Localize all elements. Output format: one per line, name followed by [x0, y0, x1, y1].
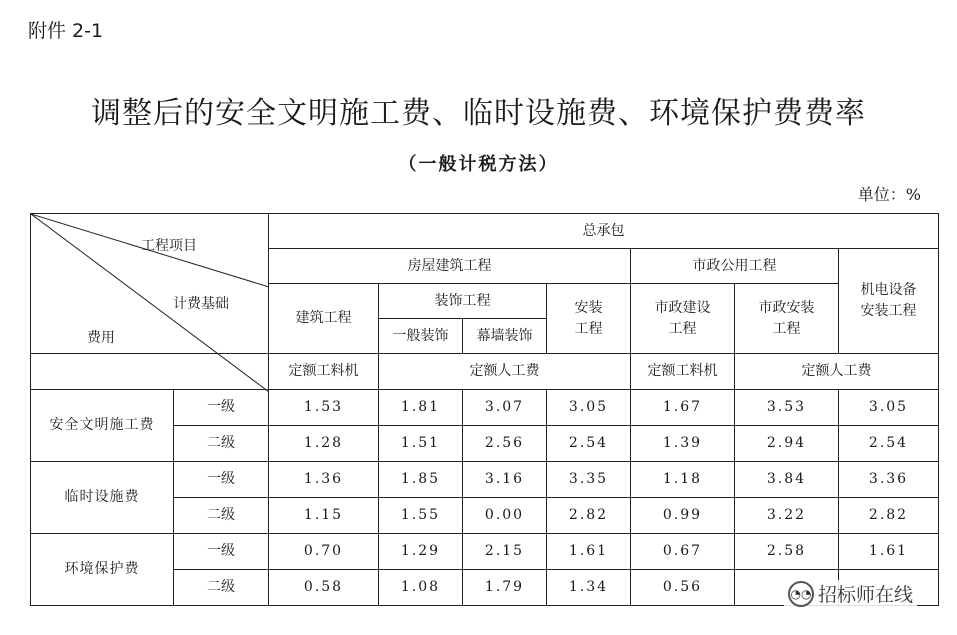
basis-quota-labor-2: 定额人工费 — [735, 354, 939, 390]
municipal-header: 市政公用工程 — [631, 249, 839, 284]
mech-elec-header: 机电设备安装工程 — [839, 249, 939, 354]
basis-quota-labor: 定额人工费 — [379, 354, 631, 390]
diag-basis-label: 计费基础 — [173, 296, 229, 312]
rate-value-cell: 2.82 — [547, 498, 631, 534]
grade-cell: 一级 — [174, 534, 269, 570]
rate-value-cell: 3.36 — [839, 462, 939, 498]
rate-value-cell: 2.15 — [463, 534, 547, 570]
grade-cell: 二级 — [174, 570, 269, 606]
rate-value-cell: 2.94 — [735, 426, 839, 462]
rate-value-cell: 2.56 — [463, 426, 547, 462]
rate-value-cell: 2.82 — [839, 498, 939, 534]
basis-quota-material: 定额工料机 — [269, 354, 379, 390]
diagonal-header-cell — [31, 214, 269, 354]
rate-value-cell: 1.15 — [269, 498, 379, 534]
muni-installation-header: 市政安装工程 — [735, 284, 839, 354]
rate-value-cell: 3.05 — [839, 390, 939, 426]
rate-value-cell: 1.79 — [463, 570, 547, 606]
fee-name-cell: 安全文明施工费 — [31, 390, 174, 462]
rate-value-cell: 3.05 — [547, 390, 631, 426]
rate-value-cell: 0.00 — [463, 498, 547, 534]
wechat-icon: ◔◔ — [788, 581, 814, 607]
diag-project-label: 工程项目 — [141, 238, 197, 254]
watermark-text: 招标师在线 — [818, 584, 914, 606]
general-contract-header: 总承包 — [269, 214, 939, 249]
rate-value-cell: 1.55 — [379, 498, 463, 534]
table-row — [31, 534, 939, 570]
muni-construction-header: 市政建设工程 — [631, 284, 735, 354]
rate-value-cell: 1.61 — [839, 534, 939, 570]
attachment-label: 附件 2-1 — [28, 20, 104, 42]
rate-value-cell: 1.08 — [379, 570, 463, 606]
rate-value-cell: 2.58 — [735, 534, 839, 570]
basis-quota-material-2: 定额工料机 — [631, 354, 735, 390]
document-subtitle: （一般计税方法） — [398, 154, 559, 175]
rate-value-cell: 1.18 — [631, 462, 735, 498]
rate-value-cell: 3.22 — [735, 498, 839, 534]
rate-value-cell: 0.56 — [631, 570, 735, 606]
rate-value-cell: 3.84 — [735, 462, 839, 498]
unit-label: 单位：% — [857, 185, 921, 204]
rate-value-cell: 0.58 — [269, 570, 379, 606]
rate-value-cell: 1.85 — [379, 462, 463, 498]
installation-header: 安装工程 — [547, 284, 631, 354]
table-row — [31, 390, 939, 426]
rate-value-cell: 0.99 — [631, 498, 735, 534]
building-header: 房屋建筑工程 — [269, 249, 631, 284]
general-decoration-header: 一般装饰 — [379, 319, 463, 354]
rate-table — [30, 213, 939, 606]
rate-value-cell: 0.70 — [269, 534, 379, 570]
grade-cell: 一级 — [174, 390, 269, 426]
construction-header: 建筑工程 — [269, 284, 379, 354]
grade-cell: 二级 — [174, 426, 269, 462]
rate-value-cell: 1.51 — [379, 426, 463, 462]
rate-value-cell: 1.28 — [269, 426, 379, 462]
rate-value-cell: 1.29 — [379, 534, 463, 570]
rate-value-cell: 1.81 — [379, 390, 463, 426]
table-row — [31, 462, 939, 498]
grade-cell: 二级 — [174, 498, 269, 534]
rate-value-cell: 1.53 — [269, 390, 379, 426]
rate-value-cell: 2.54 — [839, 426, 939, 462]
rate-table-body — [31, 390, 939, 606]
rate-value-cell: 1.39 — [631, 426, 735, 462]
rate-value-cell: 3.35 — [547, 462, 631, 498]
fee-name-cell: 环境保护费 — [31, 534, 174, 606]
rate-value-cell: 1.67 — [631, 390, 735, 426]
rate-value-cell: 3.16 — [463, 462, 547, 498]
grade-cell: 一级 — [174, 462, 269, 498]
watermark — [784, 580, 917, 607]
rate-value-cell: 1.36 — [269, 462, 379, 498]
rate-value-cell: 1.61 — [547, 534, 631, 570]
diag-fee-label: 费用 — [87, 330, 115, 346]
rate-value-cell: 2.54 — [547, 426, 631, 462]
fee-name-cell: 临时设施费 — [31, 462, 174, 534]
decoration-header: 装饰工程 — [379, 284, 547, 319]
rate-value-cell: 1.34 — [547, 570, 631, 606]
curtain-decoration-header: 幕墙装饰 — [463, 319, 547, 354]
document-title: 调整后的安全文明施工费、临时设施费、环境保护费费率 — [91, 96, 866, 131]
rate-value-cell: 3.07 — [463, 390, 547, 426]
rate-value-cell: 0.67 — [631, 534, 735, 570]
rate-value-cell: 3.53 — [735, 390, 839, 426]
